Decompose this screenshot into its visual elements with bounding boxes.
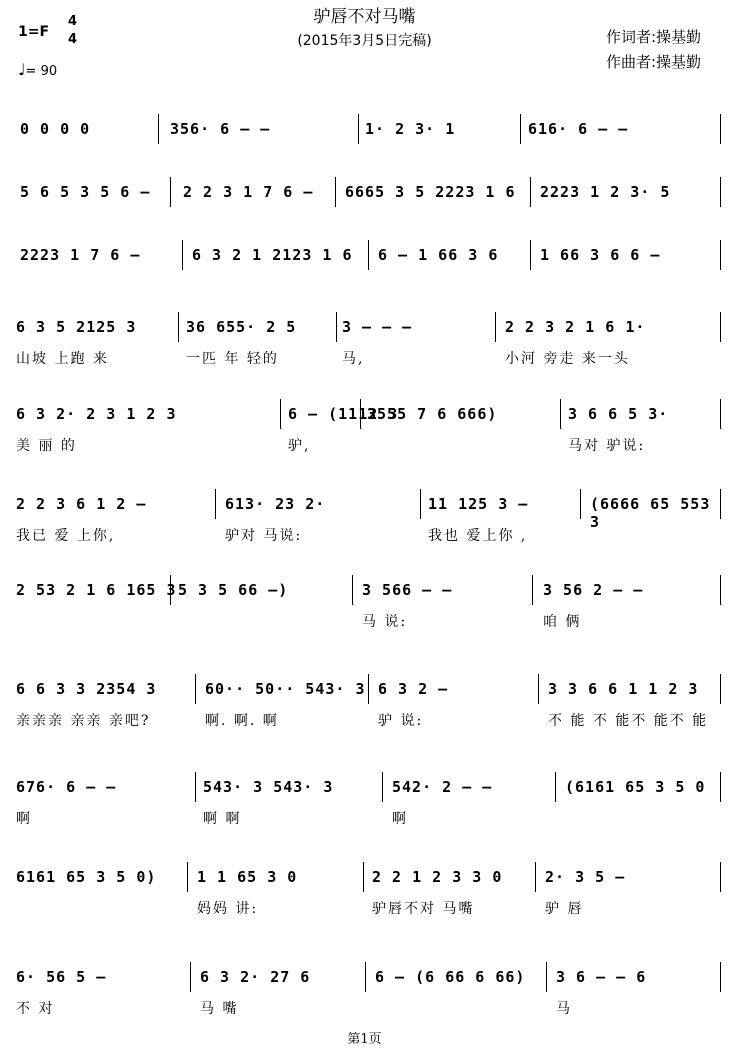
barline: [215, 489, 216, 519]
barline: [530, 177, 531, 207]
lyric-text: 马 说:: [362, 614, 408, 630]
measure-notes: 613· 23 2·: [225, 495, 326, 513]
measure-notes: 676· 6 — —: [16, 778, 117, 796]
tempo-value: = 90: [25, 64, 58, 79]
barline: [195, 772, 196, 802]
barline: [382, 772, 383, 802]
measure-notes: 3 6 — — 6: [556, 968, 647, 986]
barline: [190, 962, 191, 992]
measure-notes: 11 125 3 —: [428, 495, 529, 513]
lyric-text: 山坡 上跑 来: [16, 351, 109, 367]
lyric-text: 马 嘴: [200, 1001, 239, 1017]
measure-notes: 542· 2 — —: [392, 778, 493, 796]
barline: [336, 312, 337, 342]
barline: [363, 862, 364, 892]
lyric-text: 妈妈 讲:: [197, 901, 259, 917]
measure-notes: 2· 3 5 —: [545, 868, 626, 886]
barline: [720, 489, 721, 519]
score-system: [0, 581, 729, 651]
lyric-text: 驴 唇: [545, 901, 584, 917]
measure-notes: 1 1 65 3 0: [197, 868, 298, 886]
measure-notes: 6 — (6 66 6 66): [375, 968, 526, 986]
tempo-marking: [18, 60, 57, 79]
lyric-text: 咱 俩: [543, 614, 582, 630]
measure-notes: 3 — — —: [342, 318, 413, 336]
measure-notes: 5 6 5 3 5 6 —: [20, 183, 151, 201]
lyric-text: 啊 啊: [203, 811, 242, 827]
lyric-text: 不 能 不 能不 能不 能: [548, 713, 709, 729]
barline: [560, 399, 561, 429]
barline: [368, 240, 369, 270]
lyricist-credit: 作词者:操基勤: [606, 28, 702, 46]
measure-notes: 6 3 5 2125 3: [16, 318, 137, 336]
measure-notes: (6666 65 553 3: [590, 495, 711, 531]
lyric-text: 美 丽 的: [16, 438, 77, 454]
measure-notes: (6161 65 3 5 0: [565, 778, 706, 796]
measure-notes: 2 2 3 1 7 6 —: [183, 183, 314, 201]
completion-date: (2015年3月5日完稿): [297, 33, 432, 49]
lyric-text: 驴 说:: [378, 713, 424, 729]
barline: [365, 962, 366, 992]
barline: [360, 399, 361, 429]
song-title: 驴唇不对马嘴: [313, 7, 416, 27]
lyric-text: 亲亲亲 亲亲 亲吧?: [16, 713, 151, 729]
page-number: 第1页: [347, 1032, 382, 1047]
measure-notes: 2223 1 7 6 —: [20, 246, 141, 264]
measure-notes: 2 2 1 2 3 3 0: [372, 868, 503, 886]
lyric-text: 驴,: [288, 438, 311, 454]
measure-notes: 6 3 2· 2 3 1 2 3: [16, 405, 177, 423]
lyric-text: 马,: [342, 351, 365, 367]
measure-notes: 3 566 — —: [362, 581, 453, 599]
barline: [170, 177, 171, 207]
measure-notes: 356· 6 — —: [170, 120, 271, 138]
measure-notes: 1 66 3 6 6 —: [540, 246, 661, 264]
barline: [358, 114, 359, 144]
barline: [420, 489, 421, 519]
barline: [720, 177, 721, 207]
barline: [158, 114, 159, 144]
score-system: [0, 405, 729, 475]
barline: [720, 114, 721, 144]
lyric-text: 一匹 年 轻的: [186, 351, 279, 367]
score-system: [0, 120, 729, 190]
score-system: [0, 680, 729, 750]
barline: [368, 674, 369, 704]
measure-notes: 3 56 2 — —: [543, 581, 644, 599]
barline: [495, 312, 496, 342]
measure-notes: 2 53 2 1 6 165 3: [16, 581, 177, 599]
barline: [720, 575, 721, 605]
quarter-note-icon: ♩: [18, 60, 26, 79]
lyric-text: 马: [556, 1001, 572, 1017]
measure-notes: 6 — 1 66 3 6: [378, 246, 499, 264]
score-system: [0, 318, 729, 388]
measure-notes: 6161 65 3 5 0): [16, 868, 157, 886]
time-signature-denominator: 4: [68, 32, 78, 47]
measure-notes: 3555 7 6 666): [367, 405, 498, 423]
measure-notes: 616· 6 — —: [528, 120, 629, 138]
measure-notes: 6 3 2 1 2123 1 6: [192, 246, 353, 264]
barline: [352, 575, 353, 605]
measure-notes: 36 655· 2 5: [186, 318, 297, 336]
barline: [520, 114, 521, 144]
barline: [187, 862, 188, 892]
lyric-text: 不 对: [16, 1001, 55, 1017]
barline: [532, 575, 533, 605]
barline: [720, 674, 721, 704]
measure-notes: 6 6 3 3 2354 3: [16, 680, 157, 698]
measure-notes: 6 — (1112 3: [288, 405, 399, 423]
lyric-text: 驴对 马说:: [225, 528, 303, 544]
measure-notes: 543· 3 543· 3: [203, 778, 334, 796]
measure-notes: 2 2 3 2 1 6 1·: [505, 318, 646, 336]
barline: [720, 772, 721, 802]
lyric-text: 马对 驴说:: [568, 438, 646, 454]
measure-notes: 1· 2 3· 1: [365, 120, 456, 138]
measure-notes: 2 2 3 6 1 2 —: [16, 495, 147, 513]
barline: [720, 312, 721, 342]
score-system: [0, 778, 729, 848]
barline: [335, 177, 336, 207]
score-system: [0, 183, 729, 253]
lyric-text: 小河 旁走 来一头: [505, 351, 630, 367]
measure-notes: 0 0 0 0: [20, 120, 91, 138]
measure-notes: 2223 1 2 3· 5: [540, 183, 671, 201]
measure-notes: 3 6 6 5 3·: [568, 405, 669, 423]
key-signature: 1=F: [18, 24, 50, 40]
composer-credit: 作曲者:操基勤: [606, 53, 702, 71]
lyric-text: 驴唇不对 马嘴: [372, 901, 475, 917]
barline: [546, 962, 547, 992]
barline: [720, 862, 721, 892]
barline: [280, 399, 281, 429]
barline: [720, 962, 721, 992]
barline: [555, 772, 556, 802]
measure-notes: 6 3 2· 27 6: [200, 968, 311, 986]
score-system: [0, 495, 729, 565]
barline: [170, 575, 171, 605]
time-signature-numerator: 4: [68, 14, 78, 29]
barline: [720, 240, 721, 270]
measure-notes: 5 3 5 66 —): [178, 581, 289, 599]
barline: [182, 240, 183, 270]
barline: [720, 399, 721, 429]
barline: [538, 674, 539, 704]
barline: [195, 674, 196, 704]
lyric-text: 我已 爱 上你,: [16, 528, 116, 544]
measure-notes: 6 3 2 —: [378, 680, 449, 698]
barline: [178, 312, 179, 342]
measure-notes: 60·· 50·· 543· 3: [205, 680, 366, 698]
measure-notes: 6665 3 5 2223 1 6: [345, 183, 516, 201]
score-system: [0, 868, 729, 938]
barline: [535, 862, 536, 892]
measure-notes: 3 3 6 6 1 1 2 3: [548, 680, 699, 698]
lyric-text: 我也 爱上你 ,: [428, 528, 528, 544]
lyric-text: 啊: [16, 811, 32, 827]
lyric-text: 啊: [392, 811, 408, 827]
score-system: [0, 246, 729, 316]
barline: [580, 489, 581, 519]
lyric-text: 啊. 啊. 啊: [205, 713, 279, 729]
barline: [530, 240, 531, 270]
measure-notes: 6· 56 5 —: [16, 968, 107, 986]
